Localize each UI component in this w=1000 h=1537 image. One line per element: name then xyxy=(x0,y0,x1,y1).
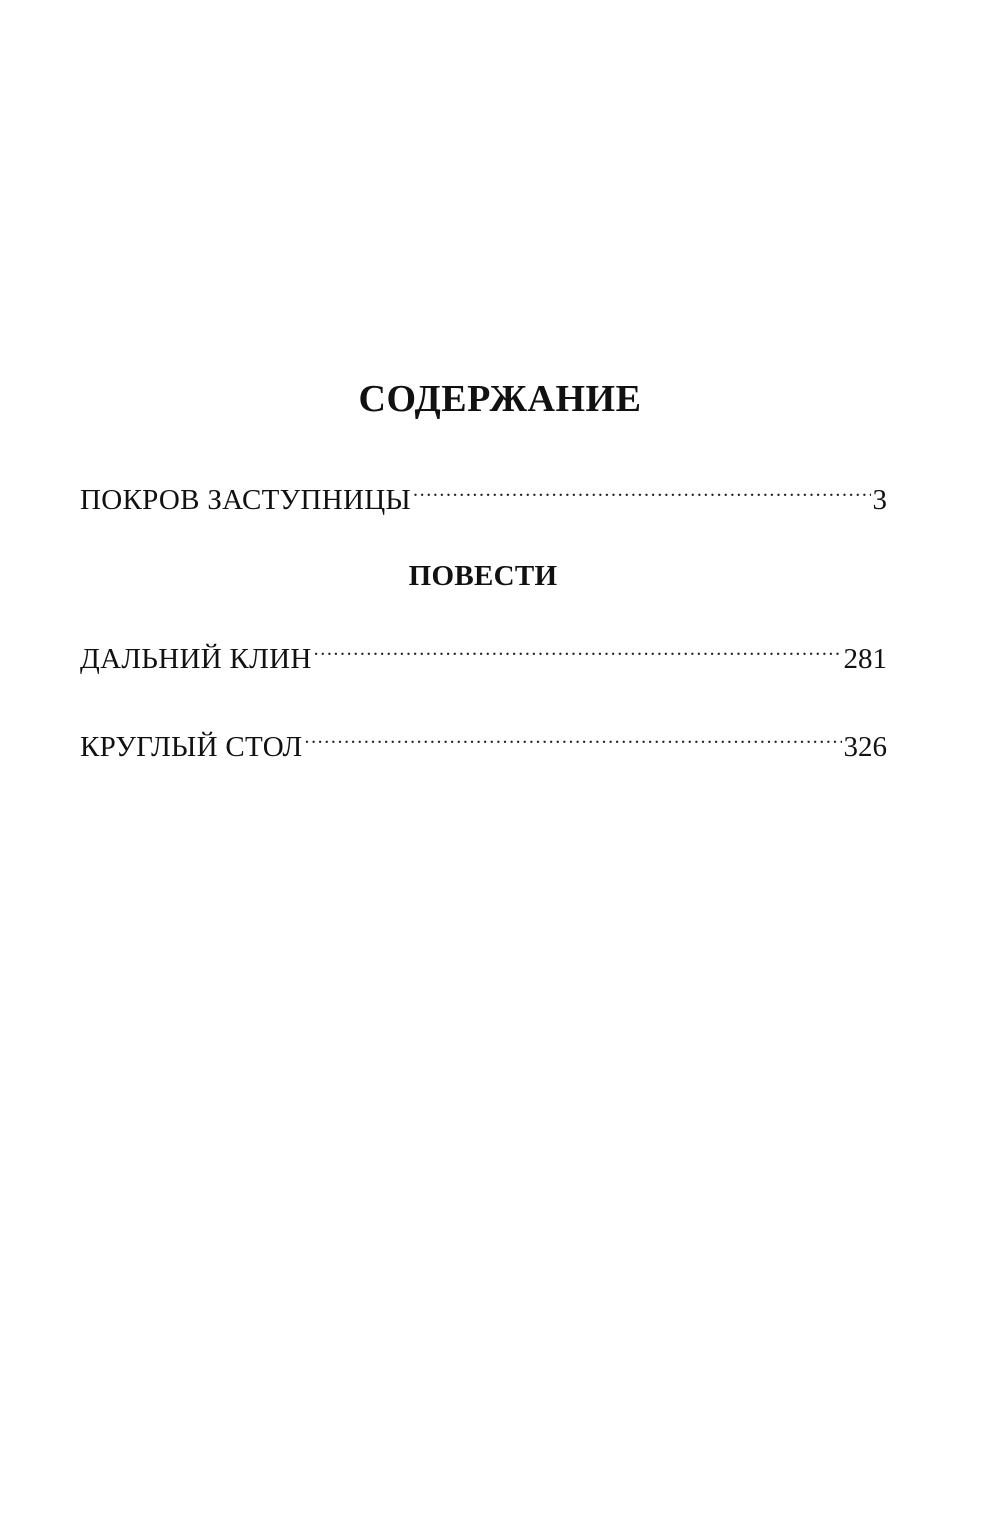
toc-title: СОДЕРЖАНИЕ xyxy=(358,378,642,420)
toc-entry-page-number: 326 xyxy=(843,731,887,763)
toc-entry-page-number: 3 xyxy=(872,484,887,516)
dot-leader xyxy=(304,716,841,756)
toc-entry-title: КРУГЛЫЙ СТОЛ xyxy=(80,731,303,763)
section-heading: ПОВЕСТИ xyxy=(408,560,558,592)
toc-entry xyxy=(80,628,887,679)
toc-entry xyxy=(80,469,887,520)
dot-leader xyxy=(413,469,870,509)
toc-entry-page-number: 281 xyxy=(843,643,887,675)
toc-entry-title: ДАЛЬНИЙ КЛИН xyxy=(80,643,312,675)
dot-leader xyxy=(314,628,842,668)
toc-entry xyxy=(80,716,887,767)
toc-entry-title: ПОКРОВ ЗАСТУПНИЦЫ xyxy=(80,484,412,516)
